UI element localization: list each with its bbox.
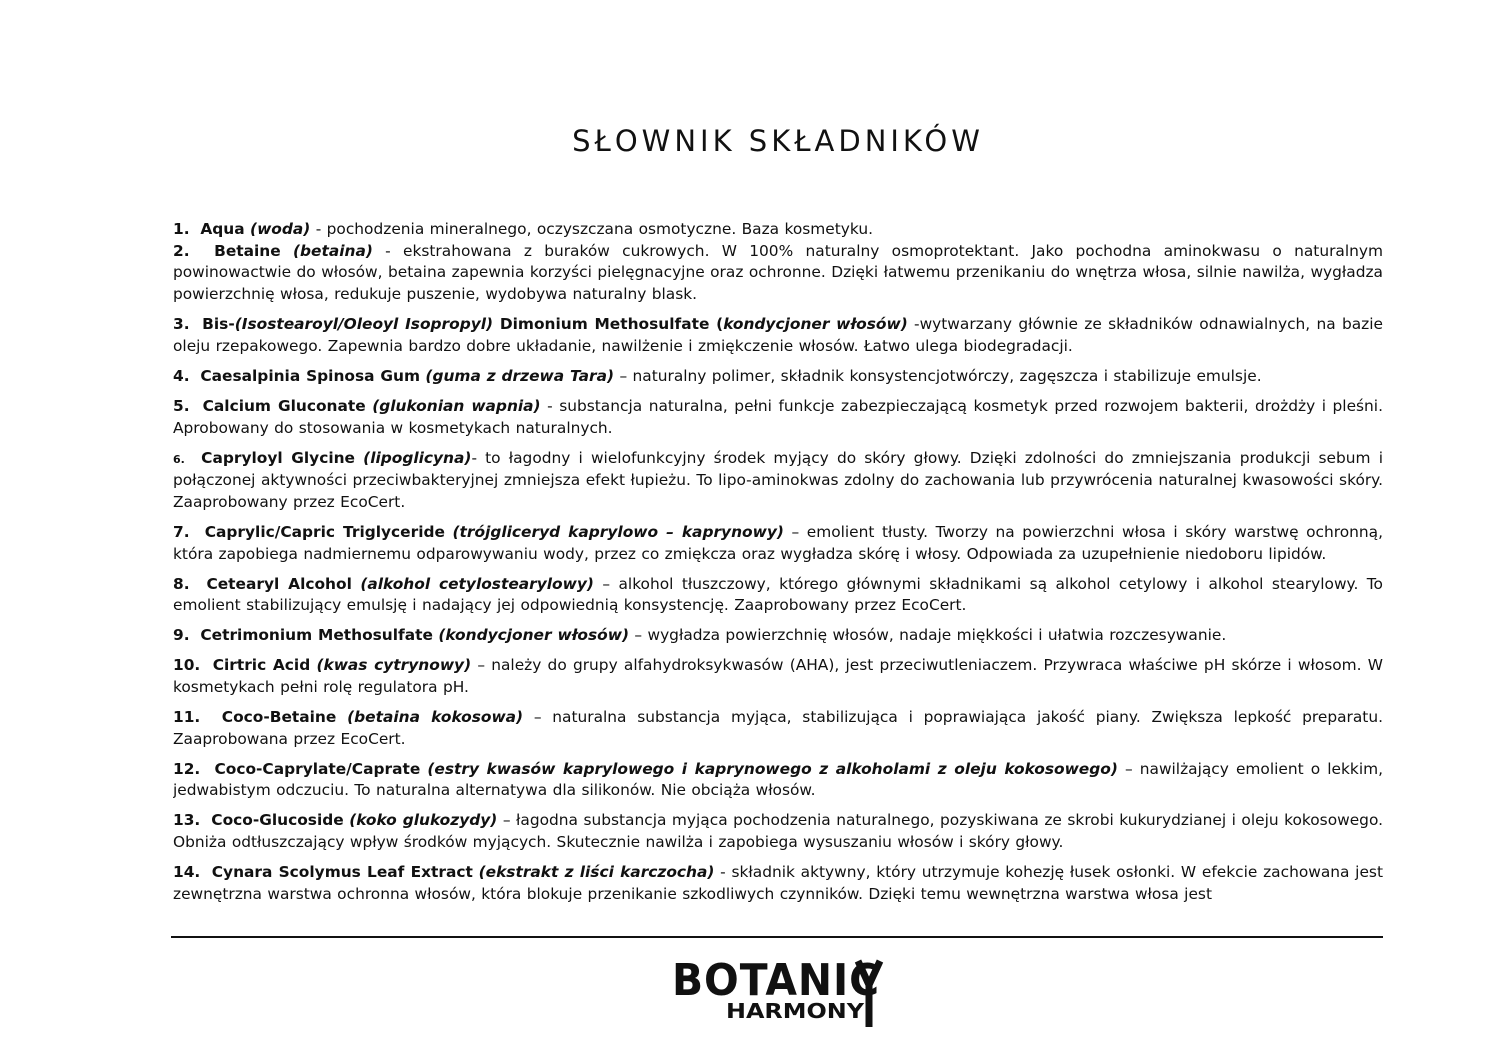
- ingredient-polish-name: (woda): [250, 220, 311, 238]
- ingredient-entry-5: [173, 396, 1383, 439]
- ingredient-name: Capryloyl Glycine: [201, 448, 355, 467]
- ingredient-name: Cirtric Acid: [212, 656, 311, 675]
- ingredient-description: – naturalny polimer, składnik konsystencjotwórczy, zagęszcza i stabilizuje emulsje.: [614, 366, 1262, 385]
- ingredient-entry-14: [173, 862, 1383, 905]
- ingredient-polish-name: (kwas cytrynowy): [316, 656, 472, 675]
- entry-number: 7.: [173, 522, 190, 541]
- ingredient-name-continued: Dimonium Methosulfate (: [493, 315, 724, 334]
- entry-number: 9.: [173, 626, 190, 645]
- ingredient-polish-name: (koko glukozydy): [349, 811, 498, 830]
- botanic-harmony-logo: [670, 955, 900, 1035]
- page-title: SŁOWNIK SKŁADNIKÓW: [572, 124, 984, 158]
- ingredient-description: – alkohol tłuszczowy, którego głównymi składnikami są alkohol cetylowy i alkohol stearylowy. To emolient stabilizujący emulsję i nadający jej odpowiednią konsystencję. Zaaprobowany przez EcoCert.: [173, 574, 1383, 615]
- ingredient-description: – emolient tłusty. Tworzy na powierzchni włosa i skóry warstwę ochronną, która zapobiega nadmiernemu odparowywaniu wody, przez co zmiękcza oraz wygładza skórę i włosy. Odpowiada za uzupełnienie niedoboru lipidów.: [173, 522, 1383, 563]
- entry-number: 2.: [173, 241, 190, 260]
- ingredient-polish-name: (kondycjoner włosów): [438, 626, 629, 645]
- ingredient-polish-name: kondycjoner włosów): [723, 315, 908, 334]
- logo-word-botanic: BOTANIC: [672, 955, 880, 1006]
- entry-number: 4.: [173, 366, 190, 385]
- ingredient-description: - ekstrahowana z buraków cukrowych. W 100% naturalny osmoprotektant. Jako pochodna aminokwasu o naturalnym powinowactwie do włosów, betaina zapewnia korzyści pielęgnacyjne oraz ochronne. Dzięki łatwemu przenikaniu do wnętrza włosa, silnie nawilża, wygładza powierzchnię włosa, redukuje puszenie, wydobywa naturalny blask.: [173, 241, 1383, 304]
- ingredient-entry-6: [173, 448, 1383, 514]
- ingredient-entry-3: [173, 314, 1383, 357]
- ingredient-polish-name: (alkohol cetylostearylowy): [360, 574, 594, 593]
- ingredient-entry-12: [173, 759, 1383, 802]
- ingredient-description: – nawilżający emolient o lekkim, jedwabistym odczuciu. To naturalna alternatywa dla silikonów. Nie obciąża włosów.: [173, 759, 1383, 800]
- ingredient-polish-name: (betaina): [293, 241, 373, 260]
- ingredient-entry-4: [173, 366, 1383, 388]
- entry-number: 3.: [173, 315, 190, 334]
- ingredient-entry-9: [173, 625, 1383, 647]
- ingredient-name: Caprylic/Capric Triglyceride: [204, 522, 445, 541]
- ingredient-name: Cynara Scolymus Leaf Extract: [211, 863, 473, 882]
- ingredient-entry-10: [173, 655, 1383, 698]
- entry-number: 5.: [173, 396, 190, 415]
- footer-divider: [171, 936, 1383, 938]
- entry-number: 11.: [173, 708, 201, 727]
- ingredient-entry-13: [173, 810, 1383, 853]
- ingredient-polish-name: (glukonian wapnia): [372, 396, 541, 415]
- ingredient-description: - to łagodny i wielofunkcyjny środek myjący do skóry głowy. Dzięki zdolności do zmniejszania produkcji sebum i połączonej aktywności przeciwbakteryjnej zmniejsza efekt łupieżu. To lipo-aminokwas zdolny do zachowania lub przywrócenia naturalnej kwasowości skóry. Zaaprobowany przez EcoCert.: [173, 448, 1383, 511]
- ingredient-polish-name: (betaina kokosowa): [347, 708, 524, 727]
- ingredient-name: Coco-Betaine: [221, 708, 337, 727]
- entry-number: 14.: [173, 863, 201, 882]
- ingredient-description: – łagodna substancja myjąca pochodzenia naturalnego, pozyskiwana ze skrobi kukurydzianej i oleju kokosowego. Obniża odtłuszczający wpływ środków myjących. Skutecznie nawilża i zapobiega wysuszaniu włosów i skóry głowy.: [173, 811, 1383, 852]
- ingredient-polish-name: (estry kwasów kaprylowego i kaprynowego z alkoholami z oleju kokosowego): [427, 759, 1118, 778]
- ingredient-entry-7: [173, 522, 1383, 565]
- ingredient-description: – naturalna substancja myjąca, stabilizująca i poprawiająca jakość piany. Zwiększa lepkość preparatu. Zaaprobowana przez EcoCert.: [173, 708, 1383, 748]
- ingredient-entry-8: [173, 574, 1383, 617]
- ingredient-name: Cetrimonium Methosulfate: [200, 626, 433, 645]
- ingredient-description: - pochodzenia mineralnego, oczyszczana osmotyczne. Baza kosmetyku.: [310, 220, 873, 238]
- entry-number: 13.: [173, 811, 201, 830]
- ingredient-name: Aqua: [200, 220, 245, 238]
- ingredient-polish-name: (guma z drzewa Tara): [425, 366, 615, 385]
- entry-number: 10.: [173, 656, 201, 675]
- entry-number: 12.: [173, 759, 201, 778]
- ingredient-name: Betaine: [214, 241, 281, 260]
- ingredient-description: -wytwarzany głównie ze składników odnawialnych, na bazie oleju rzepakowego. Zapewnia bardzo dobre układanie, nawilżenie i zmiękczenie włosów. Łatwo ulega biodegradacji.: [173, 315, 1383, 355]
- ingredient-description: – należy do grupy alfahydroksykwasów (AHA), jest przeciwutleniaczem. Przywraca właściwe pH skórze i włosom. W kosmetykach pełni rolę regulatora pH.: [173, 656, 1383, 697]
- logo-word-harmony: HARMONY: [726, 999, 865, 1023]
- ingredient-entry-2: [173, 241, 1383, 306]
- ingredient-name: Bis-: [202, 315, 235, 334]
- ingredient-name: Coco-Glucoside: [211, 811, 344, 830]
- ingredient-description: - składnik aktywny, który utrzymuje kohezję łusek osłonki. W efekcie zachowana jest zewnętrzna warstwa ochronna włosów, która blokuje przenikanie szkodliwych czynników. Dzięki temu wewnętrzna warstwa włosa jest: [173, 863, 1383, 903]
- ingredient-polish-name: (trójgliceryd kaprylowo – kaprynowy): [452, 522, 784, 541]
- ingredient-list: [173, 219, 1383, 926]
- ingredient-name: Cetearyl Alcohol: [206, 574, 352, 593]
- ingredient-name-italic: (Isostearoyl/Oleoyl Isopropyl): [234, 315, 494, 334]
- ingredient-polish-name: (ekstrakt z liści karczocha): [478, 863, 715, 882]
- ingredient-name: Coco-Caprylate/Caprate: [214, 759, 421, 778]
- ingredient-name: Calcium Gluconate: [202, 396, 366, 415]
- ingredient-entry-1: [173, 219, 1383, 241]
- ingredient-name: Caesalpinia Spinosa Gum: [200, 366, 421, 385]
- entry-number: 8.: [173, 574, 190, 593]
- entry-number: 1.: [173, 220, 190, 238]
- ingredient-entry-11: [173, 707, 1383, 750]
- ingredient-polish-name: (lipoglicyna): [363, 448, 472, 467]
- ingredient-description: - substancja naturalna, pełni funkcje zabezpieczającą kosmetyk przed rozwojem bakterii, drożdży i pleśni. Aprobowany do stosowania w kosmetykach naturalnych.: [173, 396, 1383, 437]
- logo-graphic: [670, 955, 900, 1035]
- ingredient-description: – wygładza powierzchnię włosów, nadaje miękkości i ułatwia rozczesywanie.: [629, 626, 1227, 645]
- entry-number: 6.: [173, 452, 185, 466]
